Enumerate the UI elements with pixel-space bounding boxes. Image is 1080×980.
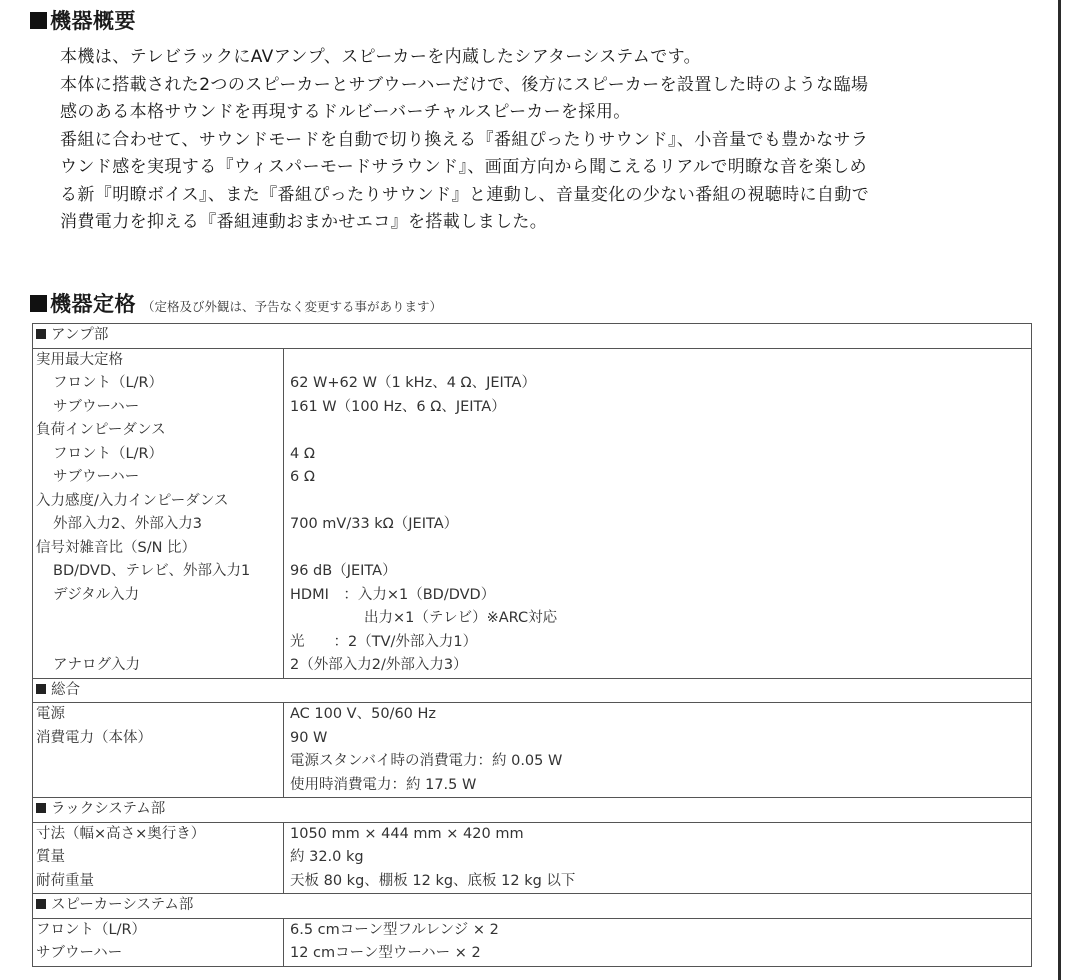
spec-value: 4 Ω (290, 445, 315, 462)
spec-value (284, 348, 1032, 372)
spec-section-label: 総合 (51, 681, 80, 698)
spec-label: BD/DVD、テレビ、外部入力1 (33, 560, 284, 584)
spec-table (32, 323, 1032, 967)
spec-heading (30, 288, 442, 318)
spec-row (33, 348, 1032, 372)
spec-row (33, 466, 1032, 490)
spec-value: 約 32.0 kg (290, 849, 364, 865)
heading-square-icon (30, 295, 47, 312)
spec-value: 1050 mm × 444 mm × 420 mm (290, 825, 524, 842)
section-square-icon (36, 899, 46, 909)
spec-label: サブウーハー (33, 466, 284, 490)
overview-line: 感のある本格サウンドを再現するドルビーバーチャルスピーカーを採用。 (60, 102, 631, 122)
spec-row (33, 419, 1032, 443)
spec-label (33, 607, 284, 631)
spec-value: 天板 80 kg、棚板 12 kg、底板 12 kg 以下 (290, 872, 576, 889)
spec-row (33, 846, 1032, 870)
spec-label: 耐荷重量 (33, 870, 284, 894)
spec-row (33, 443, 1032, 467)
spec-section-row (33, 324, 1032, 349)
spec-value: 96 dB（JEITA） (290, 563, 397, 579)
spec-note: （定格及び外観は、予告なく変更する事があります） (142, 299, 443, 314)
spec-value: 6 Ω (290, 469, 315, 485)
spec-label: 入力感度/入力インピーダンス (33, 490, 284, 514)
spec-value (284, 419, 1032, 443)
overview-line: 本機は、テレビラックにAVアンプ、スピーカーを内蔵したシアターシステムです。 (60, 47, 702, 67)
spec-value: 62 W+62 W（1 kHz、4 Ω、JEITA） (290, 375, 536, 391)
spec-title: 機器定格 (50, 292, 136, 316)
spec-row (33, 560, 1032, 584)
spec-value: 12 cmコーン型ウーハー × 2 (290, 945, 481, 961)
overview-line: 本体に搭載された2つのスピーカーとサブウーハーだけで、後方にスピーカーを設置した時のような臨場 (60, 74, 869, 95)
spec-label: 負荷インピーダンス (33, 419, 284, 443)
spec-section-label: アンプ部 (51, 327, 109, 343)
spec-label: フロント（L/R） (33, 372, 284, 396)
spec-label: フロント（L/R） (33, 443, 284, 467)
spec-row (33, 513, 1032, 537)
spec-label: 寸法（幅×高さ×奥行き） (33, 822, 284, 846)
spec-value (284, 537, 1032, 561)
spec-label: 信号対雑音比（S/N 比） (33, 537, 284, 561)
spec-value: 2（外部入力2/外部入力3） (290, 657, 468, 673)
spec-section-cell (33, 324, 1032, 349)
spec-label: 消費電力（本体） (33, 727, 284, 751)
spec-label: デジタル入力 (33, 584, 284, 608)
spec-row (33, 631, 1032, 655)
spec-row (33, 942, 1032, 966)
spec-label: サブウーハー (33, 396, 284, 420)
spec-row (33, 654, 1032, 678)
spec-row (33, 584, 1032, 608)
spec-label: フロント（L/R） (33, 918, 284, 942)
spec-label: 外部入力2、外部入力3 (33, 513, 284, 537)
spec-value: 電源スタンバイ時の消費電力：約 0.05 W (290, 753, 563, 769)
spec-section-cell (33, 798, 1032, 823)
page-edge-line (1058, 0, 1061, 980)
spec-row (33, 372, 1032, 396)
spec-value: 161 W（100 Hz、6 Ω、JEITA） (290, 398, 506, 415)
spec-row (33, 537, 1032, 561)
spec-row (33, 918, 1032, 942)
spec-section-cell (33, 894, 1032, 919)
overview-line: 番組に合わせて、サウンドモードを自動で切り換える『番組ぴったりサウンド』、小音量でも豊かなサラ (60, 129, 869, 150)
spec-section-row (33, 798, 1032, 823)
spec-label: アナログ入力 (33, 654, 284, 678)
overview-text (60, 44, 1050, 237)
overview-heading (30, 5, 136, 35)
spec-value: 90 W (290, 729, 328, 746)
overview-title: 機器概要 (50, 9, 136, 33)
spec-label (33, 631, 284, 655)
spec-label (33, 750, 284, 774)
spec-label (33, 774, 284, 798)
spec-value: 700 mV/33 kΩ（JEITA） (290, 516, 459, 532)
spec-value: 使用時消費電力：約 17.5 W (290, 776, 477, 793)
spec-value: 光 ：2（TV/外部入力1） (290, 633, 478, 650)
spec-section-row (33, 678, 1032, 703)
spec-section-label: ラックシステム部 (51, 801, 166, 817)
spec-value: 6.5 cmコーン型フルレンジ × 2 (290, 921, 499, 938)
spec-row (33, 750, 1032, 774)
heading-square-icon (30, 12, 47, 29)
spec-section-label: スピーカーシステム部 (51, 897, 194, 913)
spec-label: 電源 (33, 703, 284, 727)
spec-row (33, 396, 1032, 420)
overview-line: る新『明瞭ボイス』、また『番組ぴったりサウンド』と連動し、音量変化の少ない番組の視聴時に自動で (60, 184, 870, 205)
section-square-icon (36, 329, 46, 339)
section-square-icon (36, 684, 46, 694)
overview-line: 消費電力を抑える『番組連動おまかせエコ』を搭載しました。 (60, 212, 548, 232)
overview-line: ウンド感を実現する『ウィスパーモードサラウンド』、画面方向から聞こえるリアルで明瞭な音を楽しめ (60, 157, 867, 177)
spec-value: 出力×1（テレビ）※ARC対応 (364, 610, 558, 626)
section-square-icon (36, 803, 46, 813)
spec-value: HDMI ：入力×1（BD/DVD） (290, 586, 496, 603)
spec-label: サブウーハー (33, 942, 284, 966)
spec-label: 質量 (33, 846, 284, 870)
spec-row (33, 870, 1032, 894)
spec-value (284, 490, 1032, 514)
spec-row (33, 607, 1032, 631)
spec-row (33, 822, 1032, 846)
spec-row (33, 774, 1032, 798)
spec-row (33, 727, 1032, 751)
spec-section-row (33, 894, 1032, 919)
spec-row (33, 490, 1032, 514)
spec-label: 実用最大定格 (33, 348, 284, 372)
spec-row (33, 703, 1032, 727)
spec-section-cell (33, 678, 1032, 703)
spec-value: AC 100 V、50/60 Hz (290, 706, 437, 722)
